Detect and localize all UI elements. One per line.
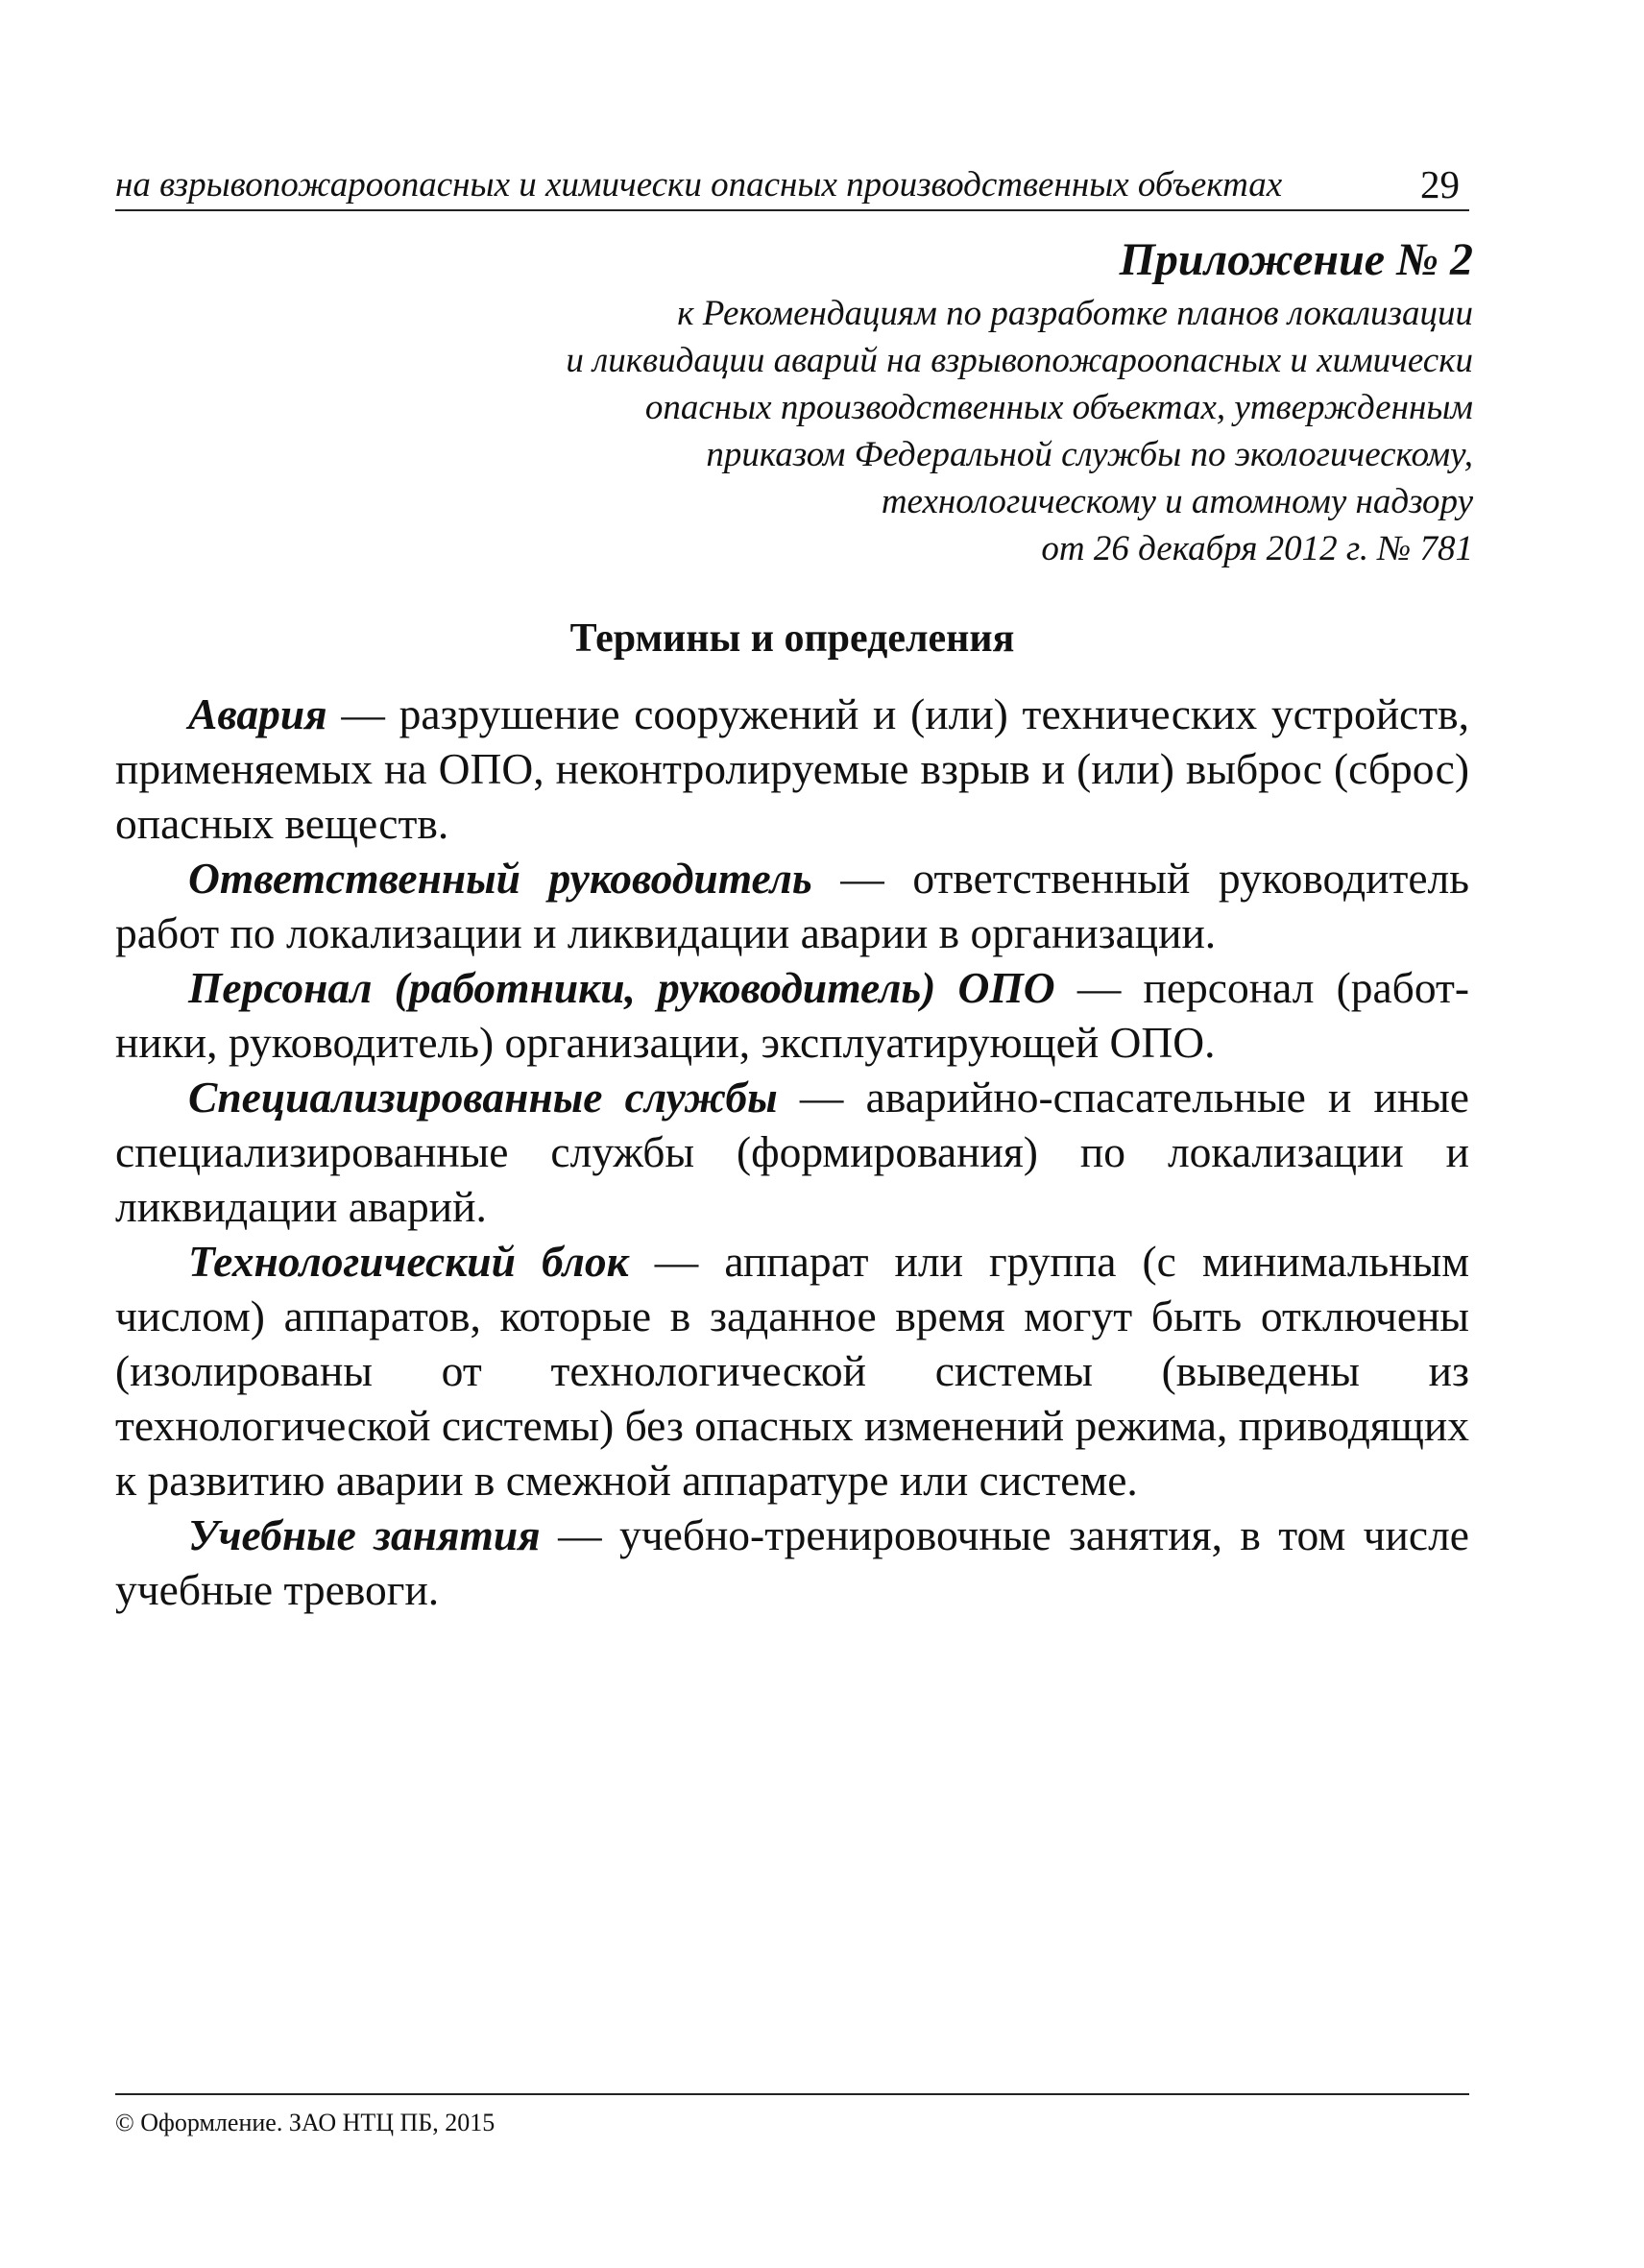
appendix-line: приказом Федеральной службы по экологическому,	[706, 435, 1473, 474]
definition-text: — аварийно-спасательные и иные специализированные службы (формирования) по локализации и ликвидации аварий.	[115, 1073, 1469, 1231]
definition-text: — аппарат или группа (с минимальным числом) аппаратов, которые в заданное время могут быть отключены (изолированы от технологической системы (выведены из технологической системы) без опасных изменений режима, приводящих к развитию аварии в смежной аппаратуре или системе.	[115, 1237, 1470, 1505]
definition-term: Специализированные службы	[188, 1073, 778, 1122]
appendix-line: от 26 декабря 2012 г. № 781	[1041, 529, 1473, 568]
definition-term: Учебные занятия	[188, 1510, 541, 1559]
definition-paragraph	[115, 1234, 1469, 1508]
appendix-block	[288, 230, 1473, 572]
definition-term: Персонал (работники, руководитель) ОПО	[188, 963, 1055, 1012]
definition-term: Авария	[188, 689, 327, 738]
definition-paragraph	[115, 960, 1469, 1070]
running-header	[115, 161, 1469, 211]
footer-copyright: © Оформление. ЗАО НТЦ ПБ, 2015	[115, 2109, 496, 2136]
page-number: 29	[1420, 162, 1460, 206]
definition-paragraph	[115, 1070, 1469, 1234]
appendix-line: к Рекомендациям по разработке планов локализации	[677, 294, 1473, 333]
definition-paragraph	[115, 687, 1469, 851]
definition-term: Технологический блок	[188, 1237, 629, 1286]
footer-divider	[115, 2093, 1469, 2095]
running-title: на взрывопожароопасных и химически опасных производственных объектах	[115, 165, 1283, 205]
definition-text: — ответственный руководитель работ по локализации и ликвидации аварии в организации.	[115, 854, 1470, 957]
definition-text: — персонал (работники, руководитель) организации, эксплуатирующей ОПО.	[115, 963, 1470, 1067]
definitions-list	[115, 687, 1469, 1617]
definition-text: — учебно-тренировочные занятия, в том числе учебные тревоги.	[115, 1510, 1469, 1614]
definition-term: Ответственный руководитель	[188, 854, 812, 903]
appendix-line: технологическому и атомному надзору	[881, 482, 1473, 521]
definition-paragraph	[115, 851, 1469, 960]
appendix-line: и ликвидации аварий на взрывопожароопасных и химически	[566, 341, 1473, 380]
definition-paragraph	[115, 1508, 1469, 1617]
appendix-title: Приложение № 2	[1119, 234, 1473, 285]
section-title: Термины и определения	[569, 616, 1015, 661]
appendix-line: опасных производственных объектах, утвержденным	[644, 388, 1473, 427]
definition-text: — разрушение сооружений и (или) технических устройств, применяемых на ОПО, неконтролируемые взрыв и (или) выброс (сброс) опасных веществ.	[115, 689, 1469, 848]
